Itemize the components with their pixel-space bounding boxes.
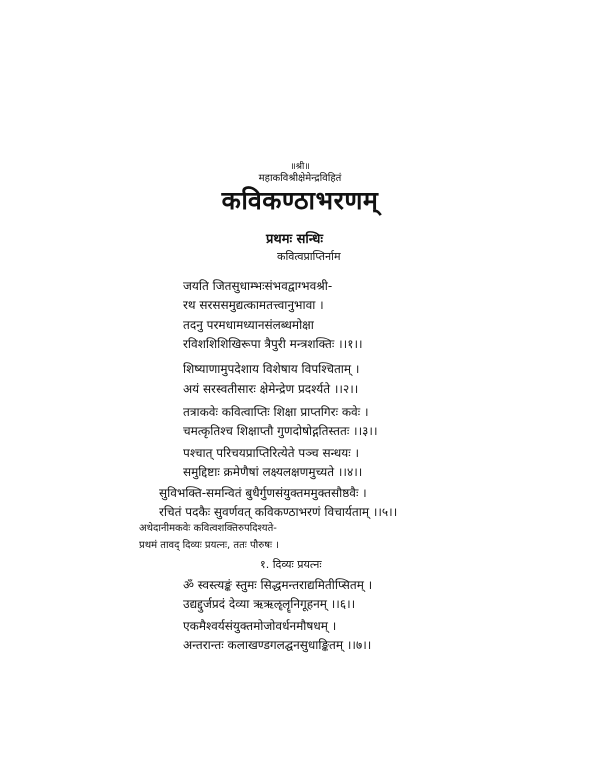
page-title: कविकण्ठाभरणम् bbox=[221, 186, 379, 215]
verse-line: रविशशिशिखिरूपा त्रैपुरी मन्त्रशक्तिः ।।१।। bbox=[183, 337, 363, 351]
chapter-name: कवित्वप्राप्तिर्नाम bbox=[277, 250, 341, 263]
verse-line: चमत्कृतिश्च शिक्षाप्तौ गुणदोषोद्गतिस्ततः ।।३।। bbox=[183, 424, 378, 438]
prose-line: प्रथमं तावद् दिव्यः प्रयत्नः, ततः पौरुषः । bbox=[139, 540, 280, 551]
verse-line: अन्तरान्तः कलाखण्डगलद्घनसुधाङ्कितम् ।।७।। bbox=[183, 638, 372, 652]
section-title: प्रथमः सन्धिः bbox=[266, 232, 324, 247]
verse-line: समुद्दिष्टाः क्रमेणैषां लक्ष्यलक्षणमुच्यते ।।४।। bbox=[183, 465, 363, 479]
prose-line: अथेदानीमकवेः कवित्वशक्तिरुपदिश्यते- bbox=[139, 523, 277, 534]
subsection-heading: १. दिव्यः प्रयत्नः bbox=[260, 558, 322, 571]
verse-line: पश्चात् परिचयप्राप्तिरित्येते पञ्च सन्धयः । bbox=[183, 446, 360, 460]
verse-line: तत्राकवेः कवित्वाप्तिः शिक्षा प्राप्तगिरः कवेः । bbox=[183, 405, 369, 419]
verse-line: तदनु परमधामध्यानसंलब्धमोक्षा bbox=[183, 318, 314, 332]
author-line: महाकविश्रीक्षेमेन्द्रविहितं bbox=[258, 173, 342, 184]
verse-line: उद्यद्दुर्जप्रदं देव्या ऋऋॡलॄनिगूहनम् ।।६।। bbox=[183, 597, 356, 611]
verse-line: जयति जितसुधाम्भःसंभवद्वाग्भवश्री- bbox=[183, 279, 333, 293]
verse-line: एकमैश्वर्यसंयुक्तमोजोवर्धनमौषधम् । bbox=[183, 619, 337, 633]
verse-line: सुविभक्ति-समन्वितं बुधैर्गुणसंयुक्तममुक्तसौष्ठवैः । bbox=[159, 486, 367, 500]
verse-line: शिष्याणामुपदेशाय विशेषाय विपश्चिताम् । bbox=[183, 362, 360, 376]
verse-line: रथ सरससमुद्यत्कामतत्त्वानुभावा । bbox=[183, 298, 324, 312]
verse-line: रचितं पदकैः सुवर्णवत् कविकण्ठाभरणं विचार्यताम् ।।५।। bbox=[159, 505, 398, 519]
verse-line: अयं सरस्वतीसारः क्षेमेन्द्रेण प्रदर्श्यते ।।२।। bbox=[183, 382, 359, 396]
invocation: ॥श्री॥ bbox=[290, 162, 310, 172]
verse-line: ॐ स्वस्त्यङ्कं स्तुमः सिद्धमन्तराद्यमितीप्सितम् । bbox=[183, 578, 373, 592]
